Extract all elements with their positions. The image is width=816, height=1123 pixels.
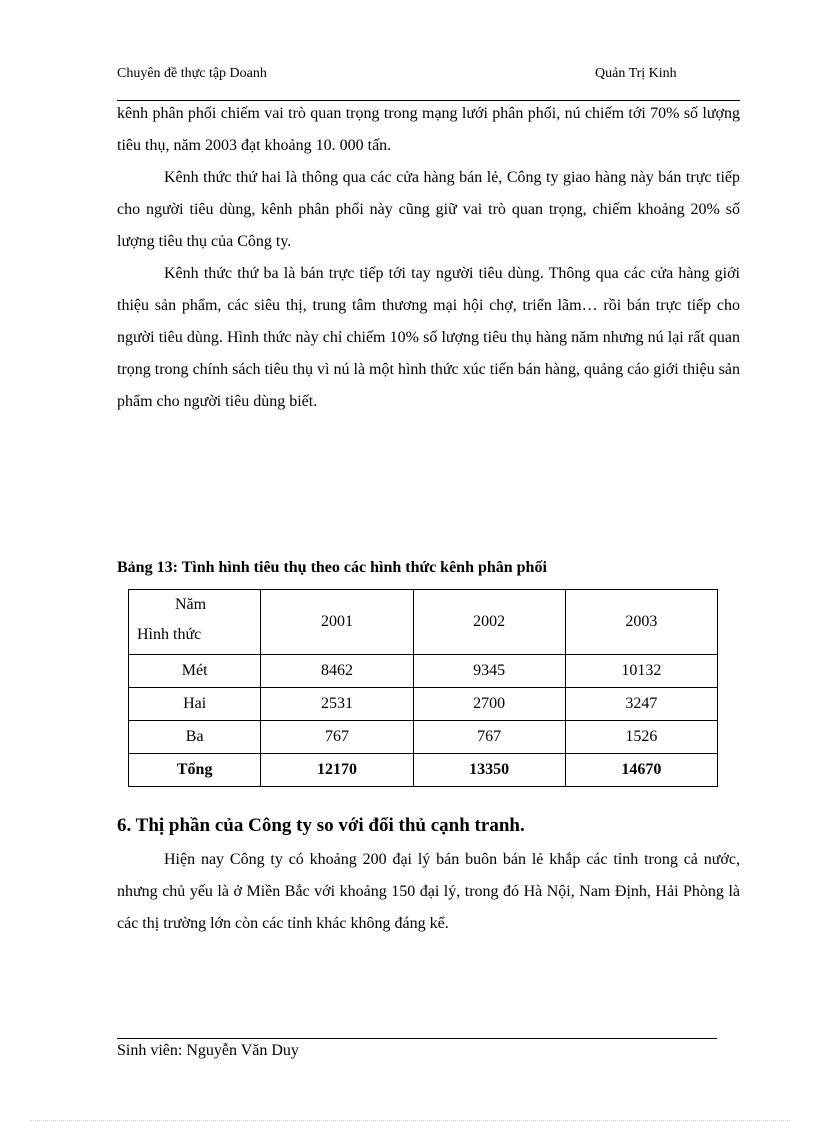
footer-student-name: Sinh viên: Nguyễn Văn Duy <box>117 1042 299 1059</box>
sales-channel-table <box>128 589 718 787</box>
total-label: Tổng <box>129 754 261 787</box>
year-header: 2003 <box>565 590 717 655</box>
table-corner-cell <box>129 590 261 655</box>
table-cell: 2531 <box>261 688 413 721</box>
table-caption: Bảng 13: Tình hình tiêu thụ theo các hình thức kênh phân phối <box>117 559 547 576</box>
header-left: Chuyên đề thực tập Doanh <box>117 66 267 81</box>
corner-label-year: Năm <box>175 596 207 613</box>
table-total-row <box>129 754 718 787</box>
section-heading: 6. Thị phần của Công ty so với đối thủ cạnh tranh. <box>117 815 525 836</box>
year-header: 2001 <box>261 590 413 655</box>
table-cell: 3247 <box>565 688 717 721</box>
row-label: Ba <box>129 721 261 754</box>
year-header: 2002 <box>413 590 565 655</box>
row-label: Hai <box>129 688 261 721</box>
header-right: Quản Trị Kinh <box>595 66 677 81</box>
table-cell: 8462 <box>261 655 413 688</box>
table-cell: 767 <box>261 721 413 754</box>
corner-label-form: Hình thức <box>137 626 202 643</box>
total-cell: 14670 <box>565 754 717 787</box>
row-label: Mét <box>129 655 261 688</box>
total-cell: 12170 <box>261 754 413 787</box>
table-cell: 767 <box>413 721 565 754</box>
page-edge-divider <box>30 1120 790 1121</box>
paragraph-channel-two: Kênh thức thứ hai là thông qua các cửa hàng bán lẻ, Công ty giao hàng này bán trực tiếp cho người tiêu dùng, kênh phân phối này cũng giữ vai trò quan trọng, chiếm khoảng 20% số lượng tiêu thụ của Công ty. <box>117 169 740 250</box>
table-cell: 10132 <box>565 655 717 688</box>
total-cell: 13350 <box>413 754 565 787</box>
paragraph-channel-three: Kênh thức thứ ba là bán trực tiếp tới tay người tiêu dùng. Thông qua các cửa hàng giới thiệu sản phẩm, các siêu thị, trung tâm thương mại hội chợ, triển lãm… rồi bán trực tiếp cho người tiêu dùng. Hình thức này chỉ chiếm 10% số lượng tiêu thụ hàng năm nhưng nú lại rất quan trọng trong chính sách tiêu thụ vì nú là một hình thức xúc tiến bán hàng, quảng cáo giới thiệu sản phẩm cho người tiêu dùng biết. <box>117 265 740 410</box>
paragraph-channel-one: kênh phân phối chiếm vai trò quan trọng trong mạng lưới phân phối, nú chiếm tới 70% số lượng tiêu thụ, năm 2003 đạt khoảng 10. 000 tấn. <box>117 105 740 154</box>
table-cell: 2700 <box>413 688 565 721</box>
table-row <box>129 688 718 721</box>
table-row <box>129 721 718 754</box>
table-cell: 9345 <box>413 655 565 688</box>
paragraph-market-share: Hiện nay Công ty có khoảng 200 đại lý bán buôn bán lẻ khắp các tỉnh trong cả nước, nhưng chủ yếu là ở Miền Bắc với khoảng 150 đại lý, trong đó Hà Nội, Nam Định, Hải Phòng là các thị trường lớn còn các tỉnh khác không đáng kể. <box>117 851 740 932</box>
footer-rule <box>117 1038 717 1039</box>
table-row <box>129 655 718 688</box>
table-cell: 1526 <box>565 721 717 754</box>
table-header-row <box>129 590 718 655</box>
